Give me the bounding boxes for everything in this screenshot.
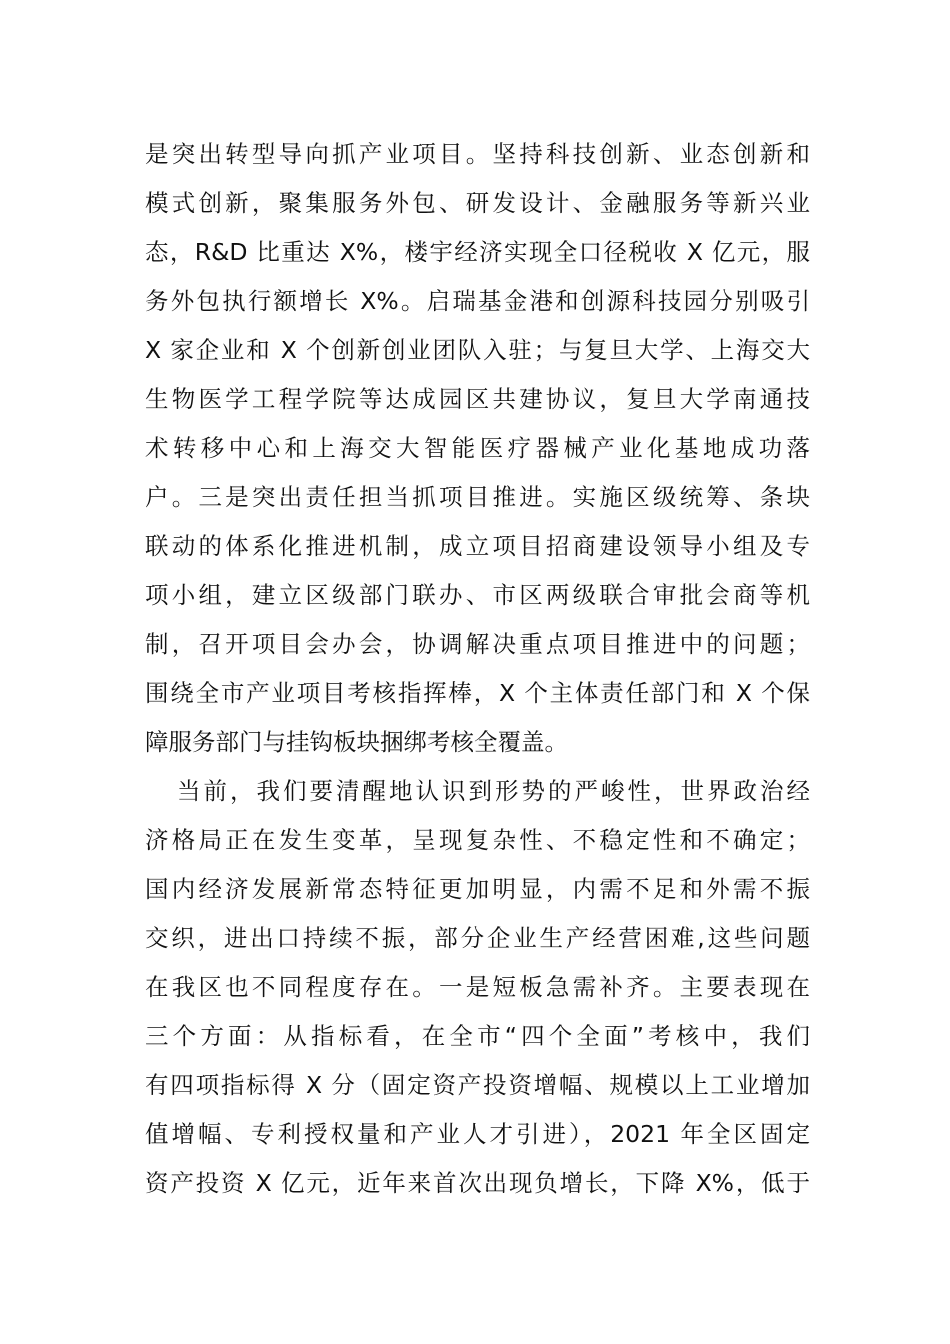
text-line: 值增幅、专利授权量和产业人才引进），2021 年全区固定: [145, 1120, 810, 1148]
text-line: 国内经济发展新常态特征更加明显，内需不足和外需不振: [145, 875, 810, 903]
text-line: 务外包执行额增长 X%。启瑞基金港和创源科技园分别吸引: [145, 287, 810, 315]
text-line: 是突出转型导向抓产业项目。坚持科技创新、业态创新和: [145, 140, 810, 168]
text-line: 资产投资 X 亿元，近年来首次出现负增长，下降 X%，低于: [145, 1169, 810, 1197]
text-line: 户。三是突出责任担当抓项目推进。实施区级统筹、条块: [145, 483, 810, 511]
text-line: 术转移中心和上海交大智能医疗器械产业化基地成功落: [145, 434, 810, 462]
document-body: [145, 130, 810, 1208]
text-line: 三个方面：从指标看，在全市“四个全面”考核中，我们: [145, 1022, 810, 1050]
text-line: 交织，进出口持续不振，部分企业生产经营困难,这些问题: [145, 924, 810, 952]
text-line-paragraph-end: 障服务部门与挂钩板块捆绑考核全覆盖。: [145, 728, 568, 756]
text-line: 项小组，建立区级部门联办、市区两级联合审批会商等机: [145, 581, 810, 609]
text-line: 围绕全市产业项目考核指挥棒，X 个主体责任部门和 X 个保: [145, 679, 810, 707]
text-line: 在我区也不同程度存在。一是短板急需补齐。主要表现在: [145, 973, 810, 1001]
text-line: 济格局正在发生变革，呈现复杂性、不稳定性和不确定；: [145, 826, 810, 854]
text-line: X 家企业和 X 个创新创业团队入驻；与复旦大学、上海交大: [145, 336, 810, 364]
text-line: 制，召开项目会办会，协调解决重点项目推进中的问题；: [145, 630, 810, 658]
text-line: 态，R&D 比重达 X%，楼宇经济实现全口径税收 X 亿元，服: [145, 238, 810, 266]
text-line-paragraph-start: 当前，我们要清醒地认识到形势的严峻性，世界政治经: [177, 777, 810, 805]
text-line: 有四项指标得 X 分（固定资产投资增幅、规模以上工业增加: [145, 1071, 810, 1099]
text-line: 模式创新，聚集服务外包、研发设计、金融服务等新兴业: [145, 189, 810, 217]
text-line: 联动的体系化推进机制，成立项目招商建设领导小组及专: [145, 532, 810, 560]
text-line: 生物医学工程学院等达成园区共建协议，复旦大学南通技: [145, 385, 810, 413]
